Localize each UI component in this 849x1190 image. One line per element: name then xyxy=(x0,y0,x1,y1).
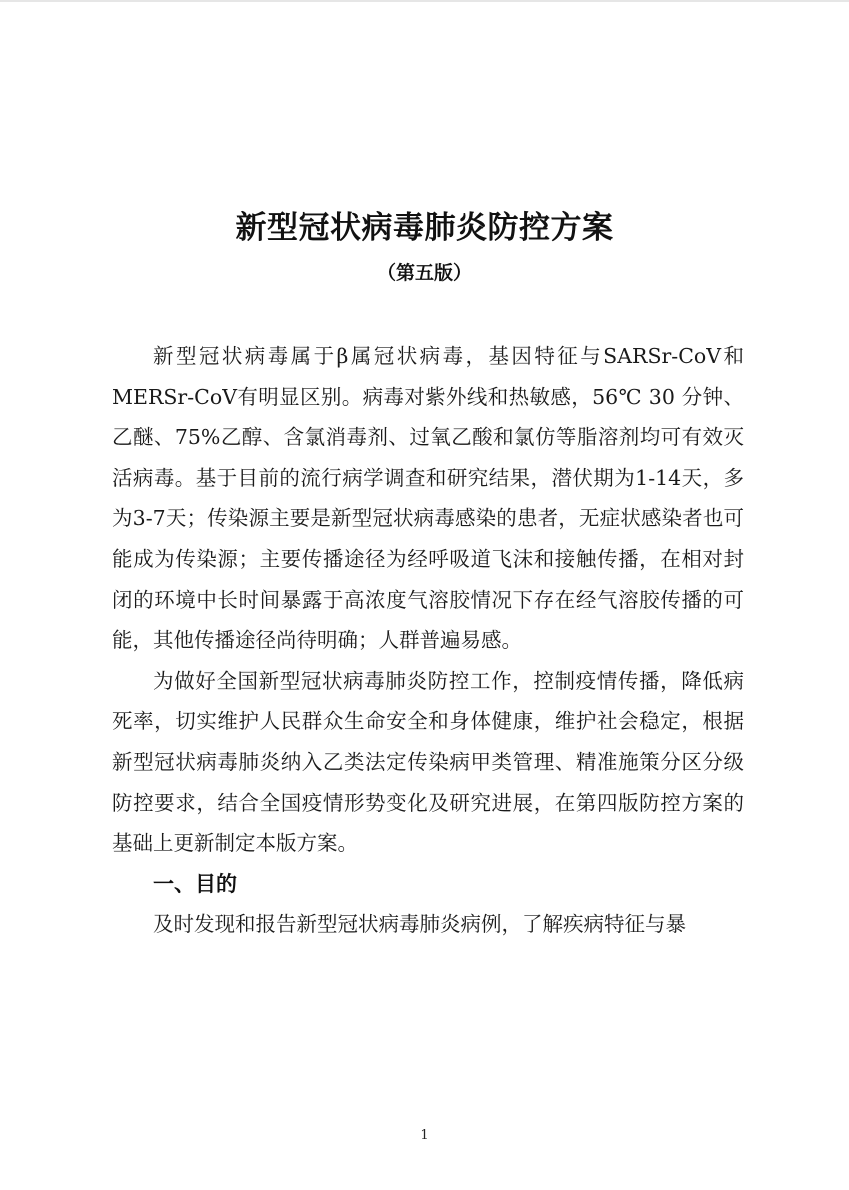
document-subtitle: （第五版） xyxy=(376,262,472,284)
paragraph-virus-characteristics: 新型冠状病毒属于β属冠状病毒，基因特征与SARSr-CoV和MERSr-CoV有明显区别。病毒对紫外线和热敏感，56℃ 30 分钟、乙醚、75%乙醇、含氯消毒剂、过氧乙酸和氯仿等脂溶剂均可有效灭活病毒。基于目前的流行病学调查和研究结果，潜伏期为1-14天，多为3-7天；传染源主要是新型冠状病毒感染的患者，无症状感染者也可能成为传染源；主要传播途径为经呼吸道飞沫和接触传播，在相对封闭的环境中长时间暴露于高浓度气溶胶情况下存在经气溶胶传播的可能，其他传播途径尚待明确；人群普遍易感。 xyxy=(112,344,744,653)
page-number: 1 xyxy=(420,1128,429,1143)
document-body xyxy=(112,336,744,945)
paragraph-purpose-statement: 为做好全国新型冠状病毒肺炎防控工作，控制疫情传播，降低病死率，切实维护人民群众生命安全和身体健康，维护社会稳定，根据新型冠状病毒肺炎纳入乙类法定传染病甲类管理、精准施策分区分级防控要求，结合全国疫情形势变化及研究进展，在第四版防控方案的基础上更新制定本版方案。 xyxy=(112,668,744,856)
paragraph-purpose-content: 及时发现和报告新型冠状病毒肺炎病例，了解疾病特征与暴 xyxy=(153,912,686,937)
section-heading-purpose: 一、目的 xyxy=(153,871,237,896)
document-title: 新型冠状病毒肺炎防控方案 xyxy=(235,210,614,246)
